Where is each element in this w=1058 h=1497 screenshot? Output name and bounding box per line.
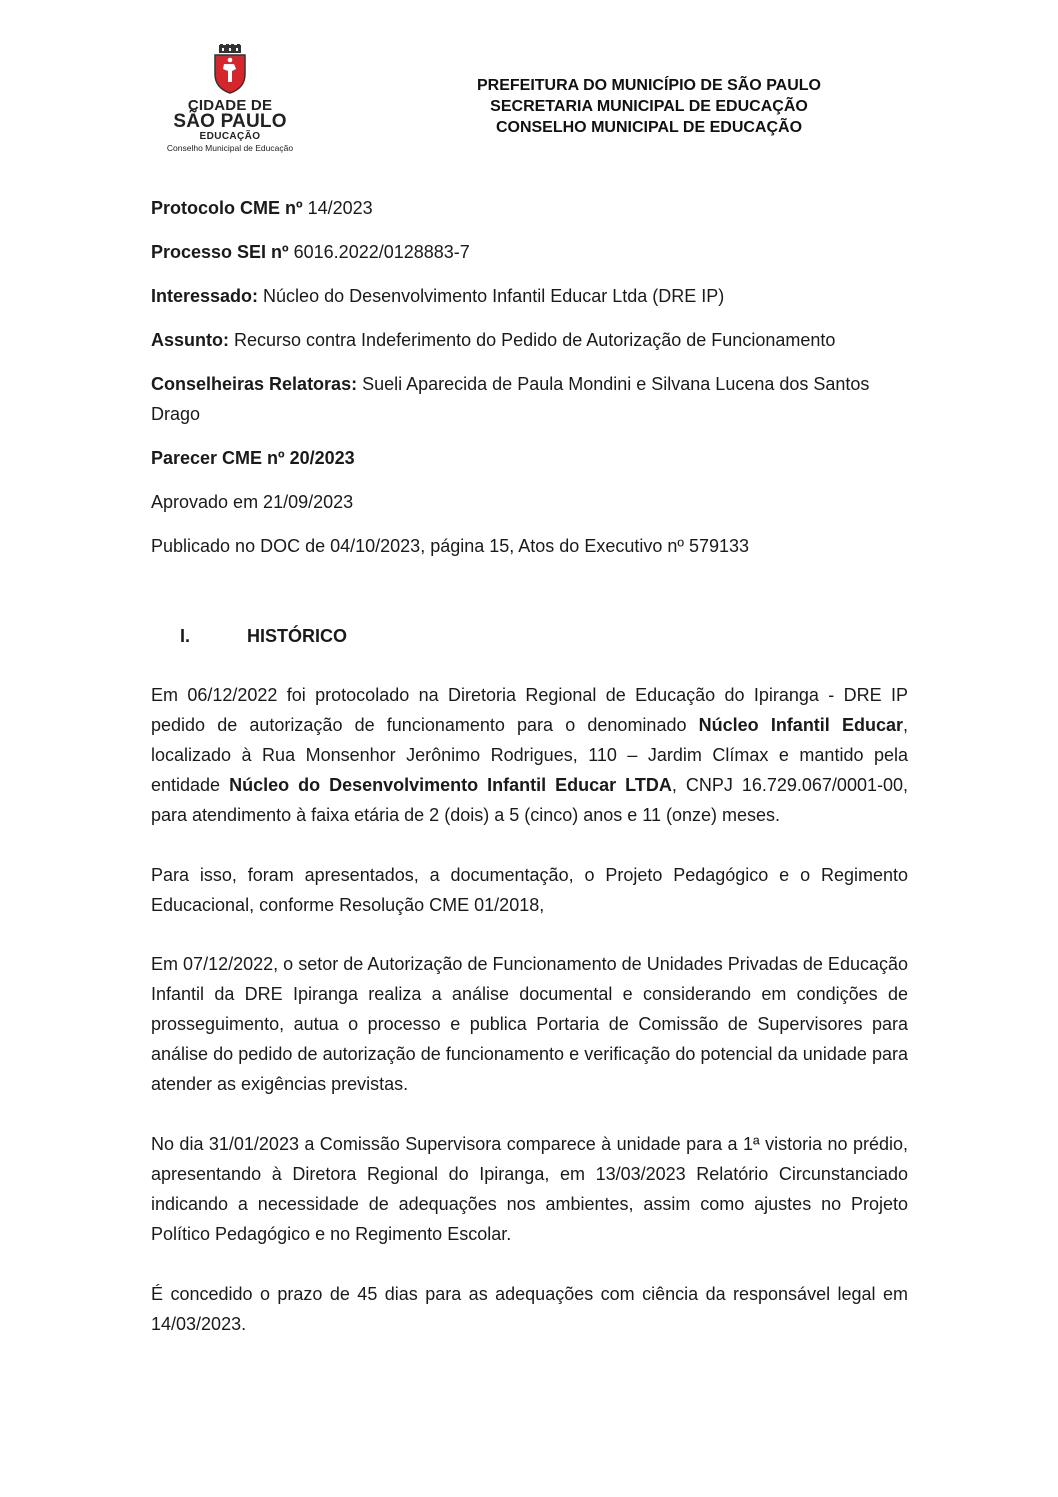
assunto-line: [151, 325, 911, 355]
paragraph-5: É concedido o prazo de 45 dias para as adequações com ciência da responsável legal em 14/03/2023.: [151, 1284, 908, 1334]
interessado-line: [151, 281, 911, 311]
relatoras-value: Sueli Aparecida de Paula Mondini e Silvana Lucena dos Santos Drago: [151, 374, 870, 424]
protocolo-label: Protocolo CME nº: [151, 198, 303, 218]
paragraph-2: Para isso, foram apresentados, a documentação, o Projeto Pedagógico e o Regimento Educacional, conforme Resolução CME 01/2018,: [151, 865, 908, 915]
section-heading: [180, 621, 347, 651]
paragraph-1: [151, 680, 908, 830]
relatoras-label: Conselheiras Relatoras:: [151, 374, 358, 394]
processo-label: Processo SEI nº: [151, 242, 289, 262]
logo-line-city: CIDADE DE: [187, 97, 273, 114]
section-title: HISTÓRICO: [247, 626, 348, 646]
paragraph-1-text-e: , CNPJ 16.729.067/0001-00, para atendimento à faixa etária de 2 (dois) a 5 (cinco) anos e 11 (onze) meses.: [151, 775, 908, 825]
publicado-line: Publicado no DOC de 04/10/2023, página 15, Atos do Executivo nº 579133: [151, 536, 750, 556]
header-line-conselho: CONSELHO MUNICIPAL DE EDUCAÇÃO: [495, 119, 803, 136]
relatoras-line: [151, 369, 911, 429]
logo-line-educacao: EDUCAÇÃO: [199, 131, 261, 142]
processo-line: [151, 237, 911, 267]
paragraph-1-text-c: , localizado à Rua Monsenhor Jerônimo Rodrigues, 110 – Jardim Clímax e mantido pela entidade: [151, 715, 909, 795]
paragraph-3: Em 07/12/2022, o setor de Autorização de Funcionamento de Unidades Privadas de Educação Infantil da DRE Ipiranga realiza a análise documental e considerando em condições de prosseguimento, autua o processo e publica Portaria de Comissão de Supervisores para análise do pedido de autorização de funcionamento e verificação do potencial da unidade para atender as exigências previstas.: [151, 954, 908, 1094]
protocolo-value: 14/2023: [302, 198, 373, 218]
section-number: I.: [180, 626, 191, 646]
paragraph-4: No dia 31/01/2023 a Comissão Supervisora comparece à unidade para a 1ª vistoria no prédio, apresentando à Diretora Regional do Ipiranga, em 13/03/2023 Relatório Circunstanciado indicando a necessidade de adequações nos ambientes, assim como ajustes no Projeto Político Pedagógico e no Regimento Escolar.: [151, 1134, 908, 1244]
interessado-value: Núcleo do Desenvolvimento Infantil Educar Ltda (DRE IP): [258, 286, 725, 306]
processo-value: 6016.2022/0128883-7: [288, 242, 470, 262]
assunto-label: Assunto:: [151, 330, 229, 350]
protocolo-line: [151, 193, 911, 223]
assunto-value: Recurso contra Indeferimento do Pedido de Autorização de Funcionamento: [229, 330, 836, 350]
paragraph-1-bold-entity: Núcleo do Desenvolvimento Infantil Educar LTDA: [229, 775, 672, 795]
header-line-secretaria: SECRETARIA MUNICIPAL DE EDUCAÇÃO: [490, 98, 808, 115]
parecer-line: [151, 443, 911, 473]
paragraph-1-bold-unit: Núcleo Infantil Educar: [698, 715, 903, 735]
document-header: [440, 75, 858, 138]
logo-line-saopaulo: SÃO PAULO: [173, 111, 287, 132]
paragraph-1-text-a: Em 06/12/2022 foi protocolado na Diretoria Regional de Educação do Ipiranga - DRE IP pedido de autorização de funcionamento para o denominado: [151, 685, 908, 735]
logo-line-conselho: Conselho Municipal de Educação: [166, 143, 294, 153]
interessado-label: Interessado:: [151, 286, 259, 306]
coat-of-arms-icon: [210, 44, 250, 94]
header-line-prefeitura: PREFEITURA DO MUNICÍPIO DE SÃO PAULO: [476, 77, 821, 94]
aprovado-line: Aprovado em 21/09/2023: [151, 492, 354, 512]
parecer-title: Parecer CME nº 20/2023: [151, 448, 355, 468]
city-logo: [160, 44, 300, 154]
